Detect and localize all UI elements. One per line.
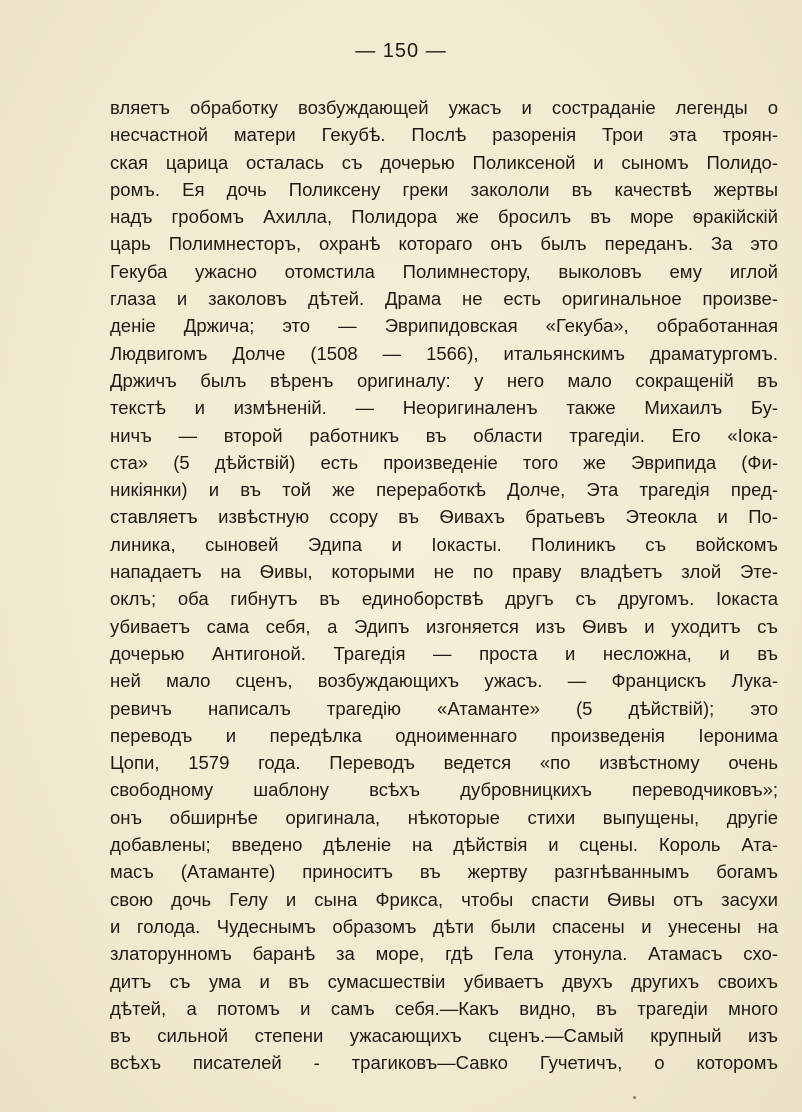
text-line: и голода. Чудеснымъ образомъ дѣти были спасены и унесены на xyxy=(110,915,778,937)
text-line: нападаетъ на Ѳивы, которыми не по праву владѣетъ злой Эте- xyxy=(110,561,778,583)
text-line: дѣтей, а потомъ и самъ себя.—Какъ видно, въ трагедіи много xyxy=(110,997,778,1019)
text-line: ничъ — второй работникъ въ области трагедіи. Его «Іока- xyxy=(110,424,778,446)
text-line: Држичъ былъ вѣренъ оригиналу: у него мало сокращеній въ xyxy=(110,369,778,391)
text-line: Цопи, 1579 года. Переводъ ведется «по извѣстному очень xyxy=(110,752,778,774)
text-line: масъ (Атаманте) приноситъ въ жертву разгнѣваннымъ богамъ xyxy=(110,861,778,883)
page-number: — 150 — xyxy=(355,40,447,62)
text-line: дитъ съ ума и въ сумасшествіи убиваетъ двухъ другихъ своихъ xyxy=(110,970,778,992)
text-line: Людвигомъ Долче (1508 — 1566), итальянскимъ драматургомъ. xyxy=(110,342,778,364)
text-line: ская царица осталась съ дочерью Поликсеной и сыномъ Полидо- xyxy=(110,151,778,173)
text-line: надъ гробомъ Ахилла, Полидора же бросилъ въ море ѳракійскій xyxy=(110,206,778,228)
text-line: свободному шаблону всѣхъ дубровницкихъ переводчиковъ»; xyxy=(110,779,778,801)
text-line: златорунномъ баранѣ за море, гдѣ Гела утонула. Атамасъ схо- xyxy=(110,943,778,965)
text-line: деніе Држича; это — Эврипидовская «Гекуба», обработанная xyxy=(110,315,778,337)
text-line: Гекуба ужасно отомстила Полимнестору, выколовъ ему иглой xyxy=(110,260,778,282)
text-line: ромъ. Ея дочь Поликсену греки закололи въ качествѣ жертвы xyxy=(110,178,778,200)
text-line: онъ обширнѣе оригинала, нѣкоторые стихи выпущены, другіе xyxy=(110,806,778,828)
text-line: всѣхъ писателей - трагиковъ—Савко Гучетичъ, о которомъ xyxy=(110,1052,778,1074)
text-line: вляетъ обработку возбуждающей ужасъ и состраданіе легенды о xyxy=(110,97,778,118)
text-line: ревичъ написалъ трагедію «Атаманте» (5 дѣйствій); это xyxy=(110,697,778,719)
text-line: свою дочь Гелу и сына Фрикса, чтобы спасти Ѳивы отъ засухи xyxy=(110,888,778,910)
text-line: въ сильной степени ужасающихъ сценъ.—Самый крупный изъ xyxy=(110,1025,778,1047)
paper-speck xyxy=(633,1096,636,1099)
text-line: линика, сыновей Эдипа и Іокасты. Полиникъ съ войскомъ xyxy=(110,533,778,555)
text-line: глаза и заколовъ дѣтей. Драма не есть оригинальное произве- xyxy=(110,288,778,310)
text-line: никіянки) и въ той же переработкѣ Долче, Эта трагедія пред- xyxy=(110,479,778,501)
text-line: добавлены; введено дѣленіе на дѣйствія и сцены. Король Ата- xyxy=(110,834,778,856)
body-text xyxy=(110,94,778,1077)
text-line: убиваетъ сама себя, а Эдипъ изгоняется изъ Ѳивъ и уходитъ съ xyxy=(110,615,778,637)
text-line: несчастной матери Гекубѣ. Послѣ разоренія Трои эта троян- xyxy=(110,124,778,146)
text-line: ней мало сценъ, возбуждающихъ ужасъ. — Францискъ Лука- xyxy=(110,670,778,692)
text-line: царь Полимнесторъ, охранѣ котораго онъ былъ переданъ. За это xyxy=(110,233,778,255)
text-line: ставляетъ извѣстную ссору въ Ѳивахъ братьевъ Этеокла и По- xyxy=(110,506,778,528)
text-line: оклъ; оба гибнутъ въ единоборствѣ другъ съ другомъ. Іокаста xyxy=(110,588,778,610)
text-line: текстѣ и измѣненій. — Неоригиналенъ также Михаилъ Бу- xyxy=(110,397,778,419)
text-line: дочерью Антигоной. Трагедія — проста и несложна, и въ xyxy=(110,642,778,664)
text-line: ста» (5 дѣйствій) есть произведеніе того же Эврипида (Фи- xyxy=(110,451,778,473)
text-line: переводъ и передѣлка одноименнаго произведенія Іеронима xyxy=(110,724,778,746)
